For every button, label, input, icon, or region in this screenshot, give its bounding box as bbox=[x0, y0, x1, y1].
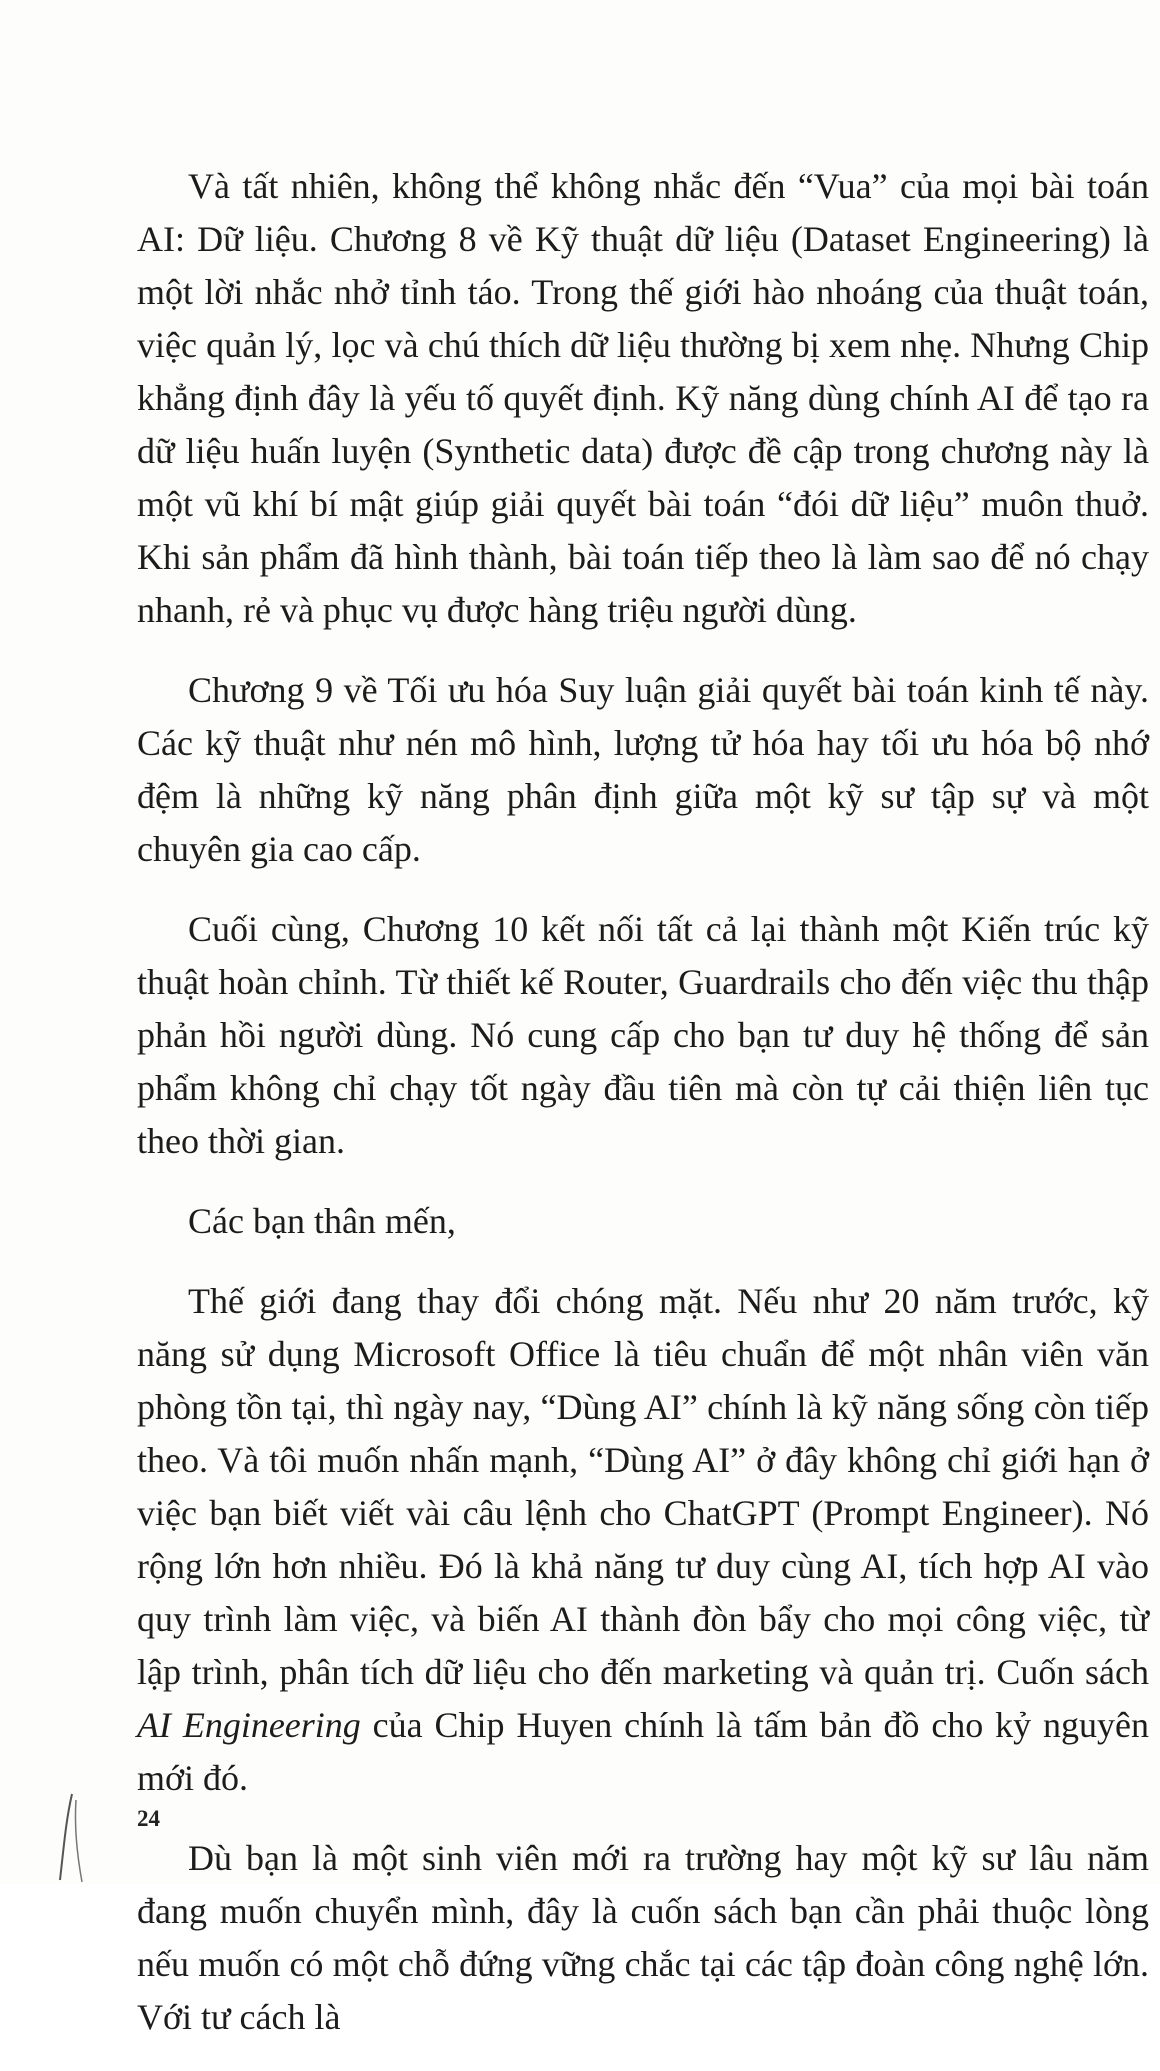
page-edge-mark-icon bbox=[52, 1790, 92, 1884]
page-number: 24 bbox=[137, 1806, 160, 1831]
paragraph-text-before-title: Thế giới đang thay đổi chóng mặt. Nếu như 20 năm trước, kỹ năng sử dụng Microsoft Office là tiêu chuẩn để một nhân viên văn phòng tồn tại, thì ngày nay, “Dùng AI” chính là kỹ năng sống còn tiếp theo. Và tôi muốn nhấn mạnh, “Dùng AI” ở đây không chỉ giới hạn ở việc bạn biết viết vài câu lệnh cho ChatGPT (Prompt Engineer). Nó rộng lớn hơn nhiều. Đó là khả năng tư duy cùng AI, tích hợp AI vào quy trình làm việc, và biến AI thành đòn bẩy cho mọi công việc, từ lập trình, phân tích dữ liệu cho đến marketing và quản trị. Cuốn sách bbox=[137, 1281, 1149, 1692]
paragraph-architecture: Cuối cùng, Chương 10 kết nối tất cả lại thành một Kiến trúc kỹ thuật hoàn chỉnh. Từ thiết kế Router, Guardrails cho đến việc thu thập phản hồi người dùng. Nó cung cấp cho bạn tư duy hệ thống để sản phẩm không chỉ chạy tốt ngày đầu tiên mà còn tự cải thiện liên tục theo thời gian. bbox=[137, 909, 1149, 1161]
paragraph-world-changing bbox=[137, 1275, 1149, 1805]
paragraph-closing: Dù bạn là một sinh viên mới ra trường hay một kỹ sư lâu năm đang muốn chuyển mình, đây là cuốn sách bạn cần phải thuộc lòng nếu muốn có một chỗ đứng vững chắc tại các tập đoàn công nghệ lớn. Với tư cách là bbox=[137, 1838, 1149, 2037]
book-title: AI Engineering bbox=[137, 1705, 361, 1745]
paragraph-dataset-engineering: Và tất nhiên, không thể không nhắc đến “Vua” của mọi bài toán AI: Dữ liệu. Chương 8 về Kỹ thuật dữ liệu (Dataset Engineering) là một lời nhắc nhở tỉnh táo. Trong thế giới hào nhoáng của thuật toán, việc quản lý, lọc và chú thích dữ liệu thường bị xem nhẹ. Nhưng Chip khẳng định đây là yếu tố quyết định. Kỹ năng dùng chính AI để tạo ra dữ liệu huấn luyện (Synthetic data) được đề cập trong chương này là một vũ khí bí mật giúp giải quyết bài toán “đói dữ liệu” muôn thuở. Khi sản phẩm đã hình thành, bài toán tiếp theo là làm sao để nó chạy nhanh, rẻ và phục vụ được hàng triệu người dùng. bbox=[137, 166, 1149, 630]
paragraph-inference-optimization: Chương 9 về Tối ưu hóa Suy luận giải quyết bài toán kinh tế này. Các kỹ thuật như nén mô hình, lượng tử hóa hay tối ưu hóa bộ nhớ đệm là những kỹ năng phân định giữa một kỹ sư tập sự và một chuyên gia cao cấp. bbox=[137, 670, 1149, 869]
paragraph-greeting: Các bạn thân mến, bbox=[188, 1201, 456, 1241]
paragraph-text-after-title: của Chip Huyen chính là tấm bản đồ cho kỷ nguyên mới đó. bbox=[137, 1705, 1149, 1798]
body-text bbox=[137, 160, 1149, 2071]
